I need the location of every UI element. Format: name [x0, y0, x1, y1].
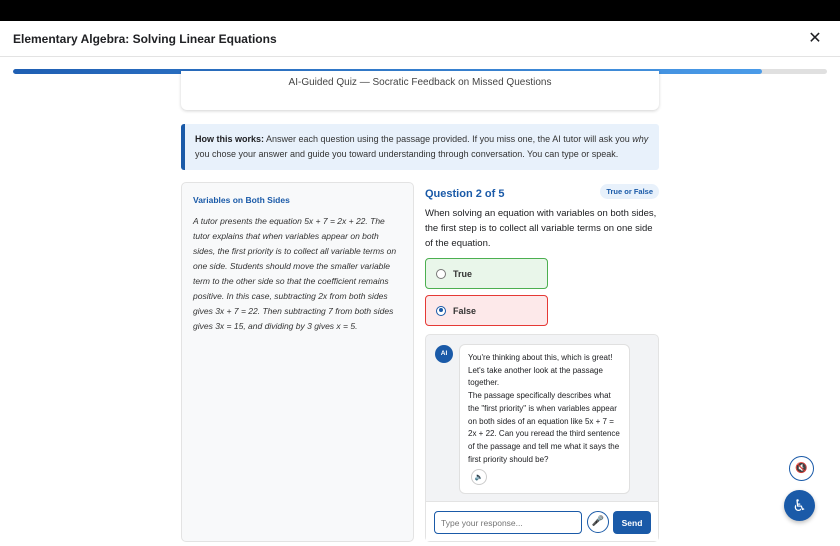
ai-message-bubble — [459, 344, 630, 494]
option-true-radio[interactable] — [436, 269, 446, 279]
info-text-b: you chose your answer and guide you toward understanding through conversation. You can type or speak. — [195, 149, 619, 159]
option-false-label: False — [453, 305, 477, 316]
page-title: Elementary Algebra: Solving Linear Equations — [13, 32, 277, 46]
option-true-label: True — [453, 268, 473, 279]
ai-avatar: AI — [435, 345, 453, 363]
chat-composer — [426, 501, 658, 541]
close-button[interactable] — [806, 29, 824, 47]
info-text-a: Answer each question using the passage provided. If you miss one, the AI tutor will ask you — [264, 134, 633, 144]
passage-body: A tutor presents the equation 5x + 7 = 2x + 22. The tutor explains that when variables appear on both sides, the first priority is to collect all variable terms on one side. Students should move the smaller variable term to the other side so that the coefficient remains positive. In this case, subtracting 2x from both sides gives 3x + 7 = 22. Then subtracting 7 from both sides gives 3x = 15, and dividing by 3 gives x = 5. — [193, 216, 397, 331]
microphone-icon: 🎤 — [591, 516, 605, 527]
ai-message-paragraph-2: The passage specifically describes what the "first priority" is when variables appear on both sides of an equation like 5x + 7 = 2x + 22. Can you reread the third sentence of the passage and tell me what it says the first priority should be? — [468, 391, 620, 464]
speaker-muted-icon: 🔇 — [795, 463, 808, 474]
ai-message-paragraph-1: You're thinking about this, which is great! Let's take another look at the passage together. — [468, 353, 613, 388]
how-it-works-banner — [181, 124, 659, 170]
info-bold: How this works: — [195, 134, 265, 144]
passage-title: Variables on Both Sides — [193, 195, 290, 205]
question-number: Question 2 of 5 — [425, 188, 505, 200]
option-true[interactable] — [425, 258, 548, 289]
info-emphasis: why — [632, 134, 649, 144]
read-aloud-button[interactable] — [471, 469, 487, 485]
response-input[interactable] — [434, 511, 582, 534]
app-header — [0, 21, 840, 57]
accessibility-icon: ♿ — [792, 496, 807, 515]
microphone-button[interactable] — [587, 511, 609, 533]
passage-panel — [181, 182, 414, 542]
close-icon: ✕ — [808, 28, 822, 47]
quiz-subtitle-card — [181, 71, 659, 110]
speaker-icon: 🔈 — [474, 473, 484, 482]
option-false-radio[interactable] — [436, 306, 446, 316]
option-false[interactable] — [425, 295, 548, 326]
mute-audio-button[interactable] — [789, 456, 814, 481]
top-black-bar — [0, 0, 840, 21]
ai-tutor-chat — [425, 334, 659, 542]
question-type-badge: True or False — [600, 184, 659, 199]
quiz-subtitle: AI-Guided Quiz — Socratic Feedback on Missed Questions — [288, 77, 552, 88]
question-header — [425, 184, 659, 200]
accessibility-button[interactable] — [784, 490, 815, 521]
send-button[interactable]: Send — [613, 511, 651, 534]
question-text: When solving an equation with variables on both sides, the first step is to collect all variable terms on one side of the equation. — [425, 208, 657, 249]
